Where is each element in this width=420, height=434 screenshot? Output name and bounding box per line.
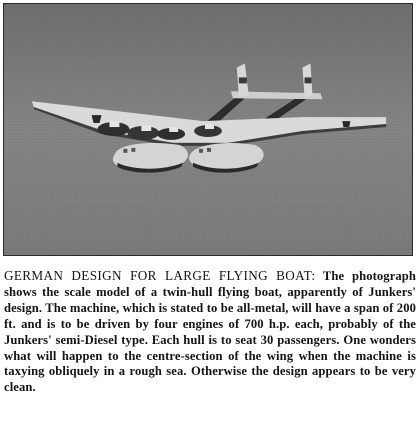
photo-caption: [4, 268, 416, 396]
flying-boat-photo: [4, 4, 412, 255]
photograph: [3, 3, 413, 256]
caption-heading: GERMAN DESIGN FOR LARGE FLYING BOAT:: [4, 268, 316, 283]
caption-body: The photograph shows the scale model of a twin-hull flying boat, apparently of Junkers' design. The machine, which is stated to be all-metal, will have a span of 200 ft. and is to be driven by four engines of 700 h.p. each, probably of the Junkers' semi-Diesel type. Each hull is to seat 30 passengers. One wonders what will happen to the centre-section of the wing when the machine is taxying obliquely in a rough sea. Otherwise the design appears to be very clean.: [4, 269, 416, 395]
